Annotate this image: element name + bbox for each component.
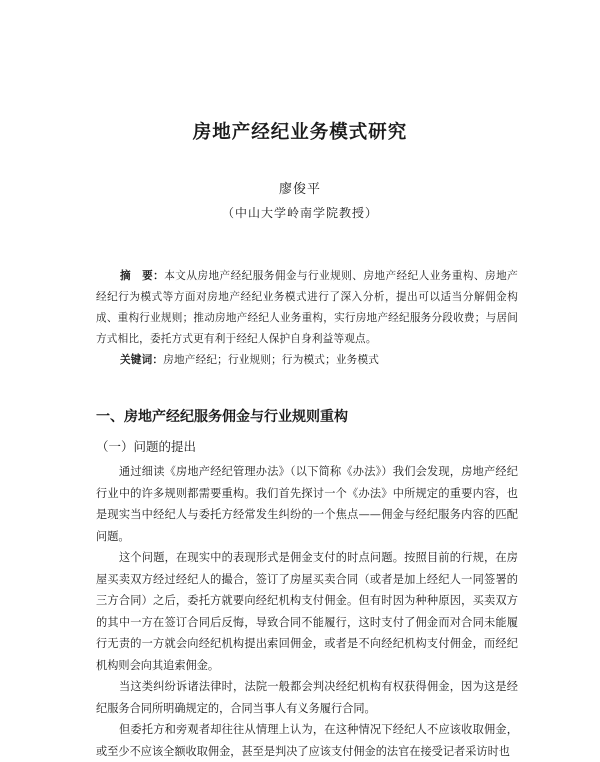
paragraph: 当这类纠纷诉诸法律时，法院一般都会判决经纪机构有权获得佣金，因为这是经纪服务合同所明确规定的，合同当事人有义务履行合同。	[96, 680, 518, 715]
section-heading: 一、房地产经纪服务佣金与行业规则重构	[96, 409, 348, 425]
keywords-text: 房地产经纪；行业规则；行为模式；业务模式	[163, 354, 380, 366]
abstract-label: 摘 要：	[120, 270, 165, 282]
author-name: 廖俊平	[278, 182, 321, 197]
abstract-text: 本文从房地产经纪服务佣金与行业规则、房地产经纪人业务重构、房地产经纪行为模式等方面对房地产经纪业务模式进行了深入分析，提出可以适当分解佣金构成、重构行业规则；推动房地产经纪人业务重构，实行房地产经纪服务分段收费；与居间方式相比，委托方式更有利于经纪人保护自身利益等观点。	[96, 270, 518, 345]
paragraph: 这个问题，在现实中的表现形式是佣金支付的时点问题。按照目前的行规，在房屋买卖双方经过经纪人的撮合，签订了房屋买卖合同（或者是加上经纪人一同签署的三方合同）之后，委托方就要向经纪机构支付佣金。但有时因为种种原因，买卖双方的其中一方在签订合同后反悔，导致合同不能履行，这时支付了佣金而对合同未能履行无责的一方就会向经纪机构提出索回佣金，或者是不向经纪机构支付佣金，而经纪机构则会向其追索佣金。	[96, 551, 518, 672]
subsection-heading: （一）问题的提出	[96, 439, 197, 454]
keywords	[120, 352, 520, 367]
abstract	[96, 266, 518, 350]
keywords-label: 关键词：	[120, 354, 164, 366]
body-text	[96, 461, 518, 762]
paper-title: 房地产经纪业务模式研究	[192, 122, 408, 143]
paragraph: 但委托方和旁观者却往往从情理上认为，在这种情况下经纪人不应该收取佣金，或至少不应该全额收取佣金，甚至是判决了应该支付佣金的法官在接受记者采访时也	[96, 723, 518, 758]
paragraph: 通过细读《房地产经纪管理办法》（以下简称《办法》）我们会发现，房地产经纪行业中的许多规则都需要重构。我们首先探讨一个《办法》中所规定的重要内容，也是现实当中经纪人与委托方经常发生纠纷的一个焦点——佣金与经纪服务内容的匹配问题。	[96, 465, 518, 543]
author-affiliation: （中山大学岭南学院教授）	[221, 206, 378, 220]
